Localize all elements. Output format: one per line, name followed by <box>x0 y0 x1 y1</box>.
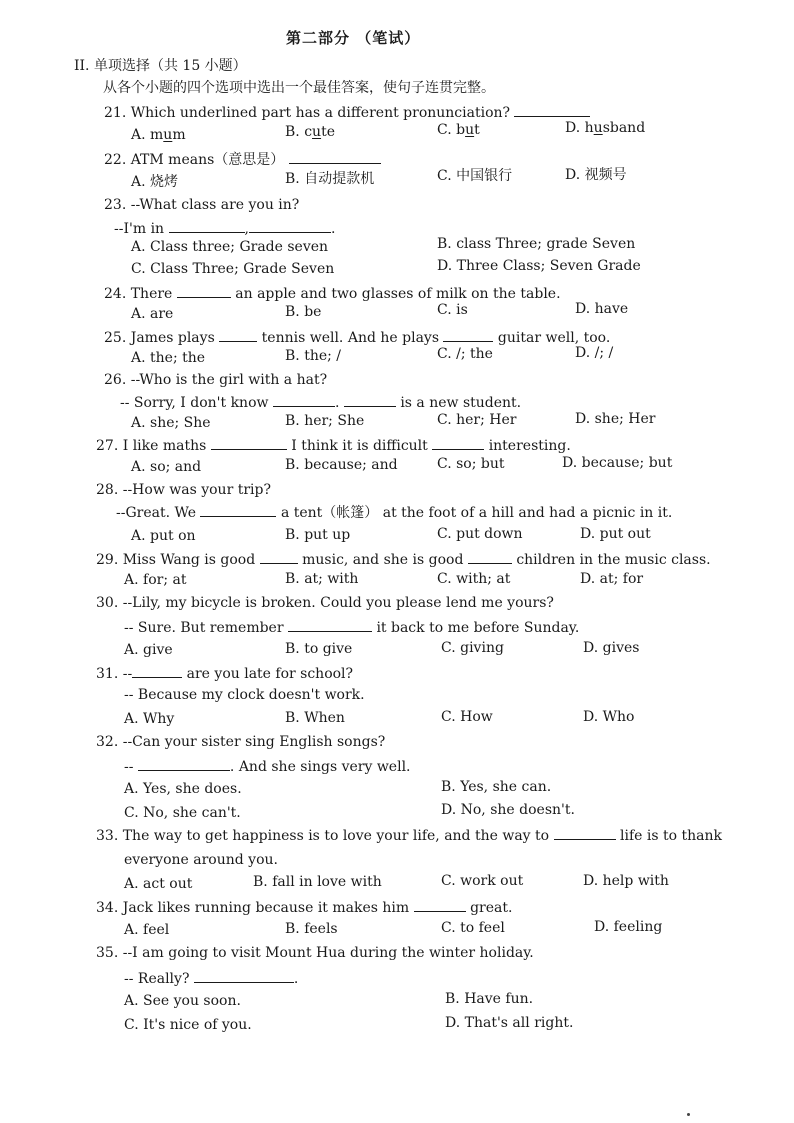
q26-option-d: D. she; Her <box>575 411 656 427</box>
answer-blank <box>138 758 230 771</box>
q32-option-c: C. No, she can't. <box>124 805 241 821</box>
question-26-answer-line: -- Sorry, I don't know . is a new student. <box>120 395 522 411</box>
q24-option-d: D. have <box>575 301 629 317</box>
q28-option-d: D. put out <box>580 526 651 542</box>
question-25-stem: 25. James plays tennis well. And he plays guitar well, too. <box>104 330 611 346</box>
q34-option-d: D. feeling <box>594 919 663 935</box>
q33-option-c: C. work out <box>441 873 524 889</box>
q24-option-c: C. is <box>437 302 468 318</box>
question-21-stem: 21. Which underlined part has a different pronunciation? <box>104 104 590 120</box>
q33-option-a: A. act out <box>124 876 193 892</box>
scan-speck <box>687 1113 690 1116</box>
q27-option-a: A. so; and <box>131 459 202 475</box>
question-33-continuation: everyone around you. <box>124 852 278 868</box>
q31-option-d: D. Who <box>583 709 635 725</box>
answer-blank <box>132 665 182 678</box>
answer-blank <box>289 151 381 164</box>
q27-option-d: D. because; but <box>562 455 673 471</box>
q33-option-b: B. fall in love with <box>253 874 382 890</box>
answer-blank <box>249 220 331 233</box>
question-34-stem: 34. Jack likes running because it makes him great. <box>96 900 513 916</box>
answer-blank <box>468 551 512 564</box>
section-heading: II. 单项选择（共 15 小题） <box>74 58 247 74</box>
question-22-stem: 22. ATM means（意思是） <box>104 151 381 167</box>
q29-option-d: D. at; for <box>580 571 644 587</box>
q34-option-c: C. to feel <box>441 920 505 936</box>
answer-blank <box>414 899 466 912</box>
question-35-answer-line: -- Really? . <box>124 971 299 987</box>
question-24-stem: 24. There an apple and two glasses of milk on the table. <box>104 286 561 302</box>
q30-option-b: B. to give <box>285 641 353 657</box>
question-23-answer-line: --I'm in , . <box>114 221 336 237</box>
q28-option-b: B. put up <box>285 527 351 543</box>
question-32-answer-line: -- . And she sings very well. <box>124 759 411 775</box>
answer-blank <box>554 827 616 840</box>
q35-option-c: C. It's nice of you. <box>124 1017 252 1033</box>
answer-blank <box>260 551 298 564</box>
answer-blank <box>169 220 245 233</box>
q21-option-b: B. cute <box>285 124 335 140</box>
q24-option-b: B. be <box>285 304 322 320</box>
q26-option-b: B. her; She <box>285 413 365 429</box>
question-26-stem: 26. --Who is the girl with a hat? <box>104 372 328 388</box>
q21-option-c: C. but <box>437 122 480 138</box>
answer-blank <box>443 329 493 342</box>
question-33-stem: 33. The way to get happiness is to love your life, and the way to life is to thank <box>96 828 722 844</box>
q29-option-b: B. at; with <box>285 571 359 587</box>
q23-option-d: D. Three Class; Seven Grade <box>437 258 641 274</box>
q24-option-a: A. are <box>131 306 174 322</box>
question-30-answer-line: -- Sure. But remember it back to me before Sunday. <box>124 620 580 636</box>
q35-option-b: B. Have fun. <box>445 991 534 1007</box>
q30-option-d: D. gives <box>583 640 640 656</box>
q25-option-a: A. the; the <box>131 350 206 366</box>
q30-option-a: A. give <box>124 642 173 658</box>
q35-option-a: A. See you soon. <box>124 993 241 1009</box>
q28-option-c: C. put down <box>437 526 523 542</box>
answer-blank <box>432 437 484 450</box>
q21-option-a: A. mum <box>131 127 186 143</box>
question-28-stem: 28. --How was your trip? <box>96 482 271 498</box>
answer-blank <box>273 394 335 407</box>
q27-option-b: B. because; and <box>285 457 398 473</box>
question-29-stem: 29. Miss Wang is good music, and she is good children in the music class. <box>96 552 711 568</box>
question-28-answer-line: --Great. We a tent（帐篷） at the foot of a hill and had a picnic in it. <box>116 505 673 521</box>
answer-blank <box>194 970 294 983</box>
q31-option-b: B. When <box>285 710 345 726</box>
q34-option-a: A. feel <box>124 922 170 938</box>
question-32-stem: 32. --Can your sister sing English songs? <box>96 734 386 750</box>
answer-blank <box>344 394 396 407</box>
section-instruction: 从各个小题的四个选项中选出一个最佳答案，使句子连贯完整。 <box>103 80 495 96</box>
q32-option-a: A. Yes, she does. <box>124 781 242 797</box>
q34-option-b: B. feels <box>285 921 338 937</box>
q23-option-a: A. Class three; Grade seven <box>131 239 329 255</box>
question-31-answer-line: -- Because my clock doesn't work. <box>124 687 365 703</box>
question-27-stem: 27. I like maths I think it is difficult interesting. <box>96 438 571 454</box>
answer-blank <box>219 329 257 342</box>
q31-option-a: A. Why <box>124 711 175 727</box>
q32-option-b: B. Yes, she can. <box>441 779 552 795</box>
q23-option-c: C. Class Three; Grade Seven <box>131 261 335 277</box>
question-23-stem: 23. --What class are you in? <box>104 197 300 213</box>
answer-blank <box>514 104 590 117</box>
q29-option-a: A. for; at <box>124 572 187 588</box>
question-31-stem: 31. -- are you late for school? <box>96 666 354 682</box>
q26-option-c: C. her; Her <box>437 412 517 428</box>
q25-option-c: C. /; the <box>437 346 493 362</box>
answer-blank <box>288 619 372 632</box>
answer-blank <box>177 285 231 298</box>
q22-option-b: B. 自动提款机 <box>285 171 375 187</box>
q33-option-d: D. help with <box>583 873 669 889</box>
q35-option-d: D. That's all right. <box>445 1015 574 1031</box>
q23-option-b: B. class Three; grade Seven <box>437 236 636 252</box>
answer-blank <box>211 437 287 450</box>
q28-option-a: A. put on <box>131 528 196 544</box>
q30-option-c: C. giving <box>441 640 504 656</box>
question-30-stem: 30. --Lily, my bicycle is broken. Could you please lend me yours? <box>96 595 554 611</box>
q21-option-d: D. husband <box>565 120 646 136</box>
page-title: 第二部分 （笔试） <box>286 29 421 47</box>
q22-option-a: A. 烧烤 <box>131 174 179 190</box>
q31-option-c: C. How <box>441 709 493 725</box>
q22-option-c: C. 中国银行 <box>437 168 513 184</box>
answer-blank <box>200 504 276 517</box>
q27-option-c: C. so; but <box>437 456 505 472</box>
q25-option-d: D. /; / <box>575 345 614 361</box>
q22-option-d: D. 视频号 <box>565 167 627 183</box>
question-35-stem: 35. --I am going to visit Mount Hua during the winter holiday. <box>96 945 534 961</box>
q26-option-a: A. she; She <box>131 415 211 431</box>
q29-option-c: C. with; at <box>437 571 511 587</box>
q32-option-d: D. No, she doesn't. <box>441 802 575 818</box>
q25-option-b: B. the; / <box>285 348 341 364</box>
